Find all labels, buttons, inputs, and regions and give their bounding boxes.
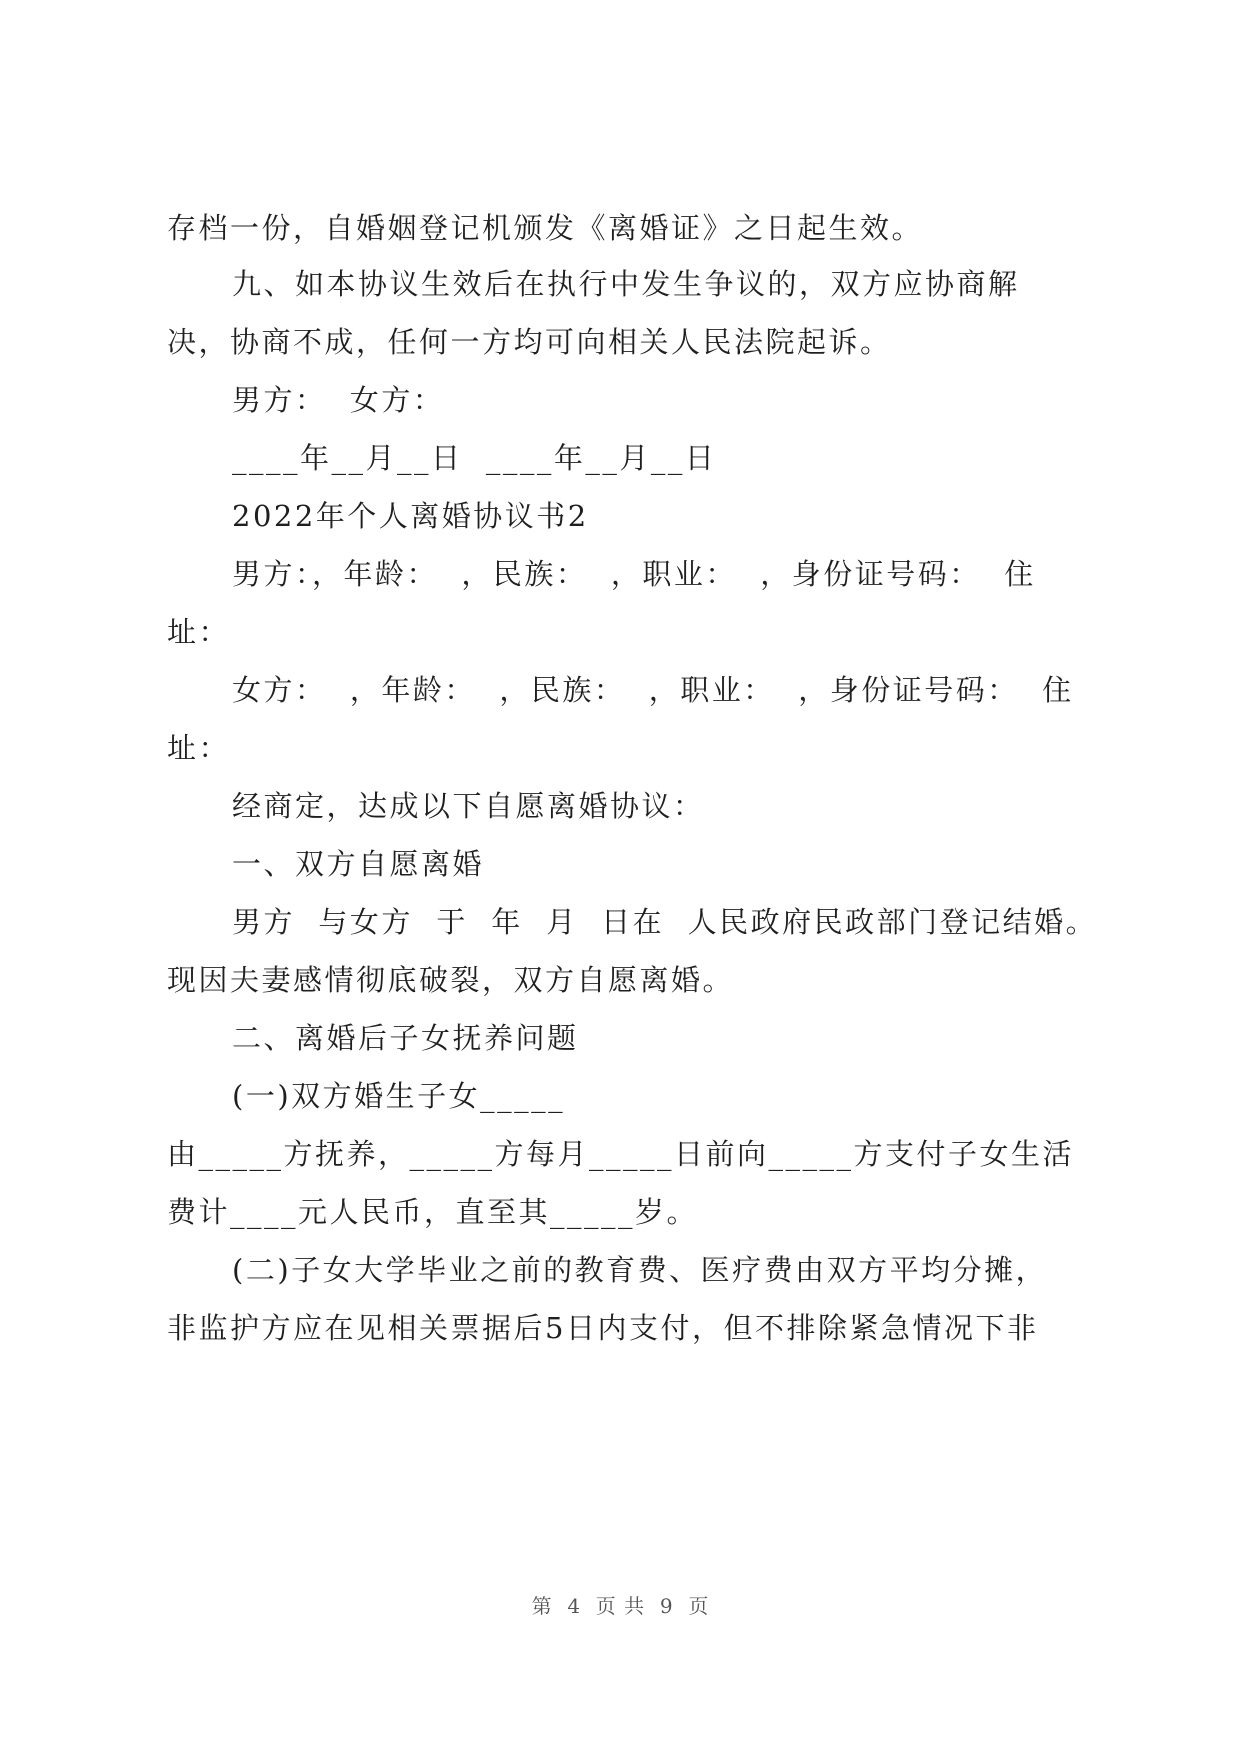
page-footer: 第 4 页 共 9 页 (531, 1594, 710, 1618)
text-line: 址： (167, 731, 231, 765)
text-line: (一)双方婚生子女_____ (232, 1079, 566, 1113)
text-line: 现因夫妻感情彻底破裂，双方自愿离婚。 (167, 963, 735, 997)
text-line: 二、离婚后子女抚养问题 (232, 1021, 579, 1055)
text-line: 址： (167, 615, 231, 649)
text-line: 男方：，年龄： ，民族： ，职业： ，身份证号码： 住 (232, 557, 1036, 591)
text-line: 费计____元人民币，直至其_____岁。 (167, 1195, 699, 1229)
text-line: (二)子女大学毕业之前的教育费、医疗费由双方平均分摊， (232, 1253, 1048, 1287)
text-line: 决，协商不成，任何一方均可向相关人民法院起诉。 (167, 325, 892, 359)
text-line: 九、如本协议生效后在执行中发生争议的，双方应协商解 (232, 267, 1020, 301)
text-line: 男方 与女方 于 年 月 日在 人民政府民政部门登记结婚。 (232, 905, 1098, 939)
text-line: 男方： 女方： (232, 383, 445, 417)
text-line: 由_____方抚养，_____方每月_____日前向_____方支付子女生活 (167, 1137, 1075, 1171)
text-line: 女方： ，年龄： ，民族： ，职业： ，身份证号码： 住 (232, 673, 1074, 707)
text-line: 一、双方自愿离婚 (232, 847, 485, 881)
text-line: 非监护方应在见相关票据后5日内支付，但不排除紧急情况下非 (167, 1311, 1039, 1345)
text-line: 存档一份，自婚姻登记机颁发《离婚证》之日起生效。 (167, 211, 924, 245)
text-line: ____年__月__日 ____年__月__日 (232, 441, 717, 475)
section-title: 2022年个人离婚协议书2 (232, 499, 589, 533)
text-line: 经商定，达成以下自愿离婚协议： (232, 789, 705, 823)
